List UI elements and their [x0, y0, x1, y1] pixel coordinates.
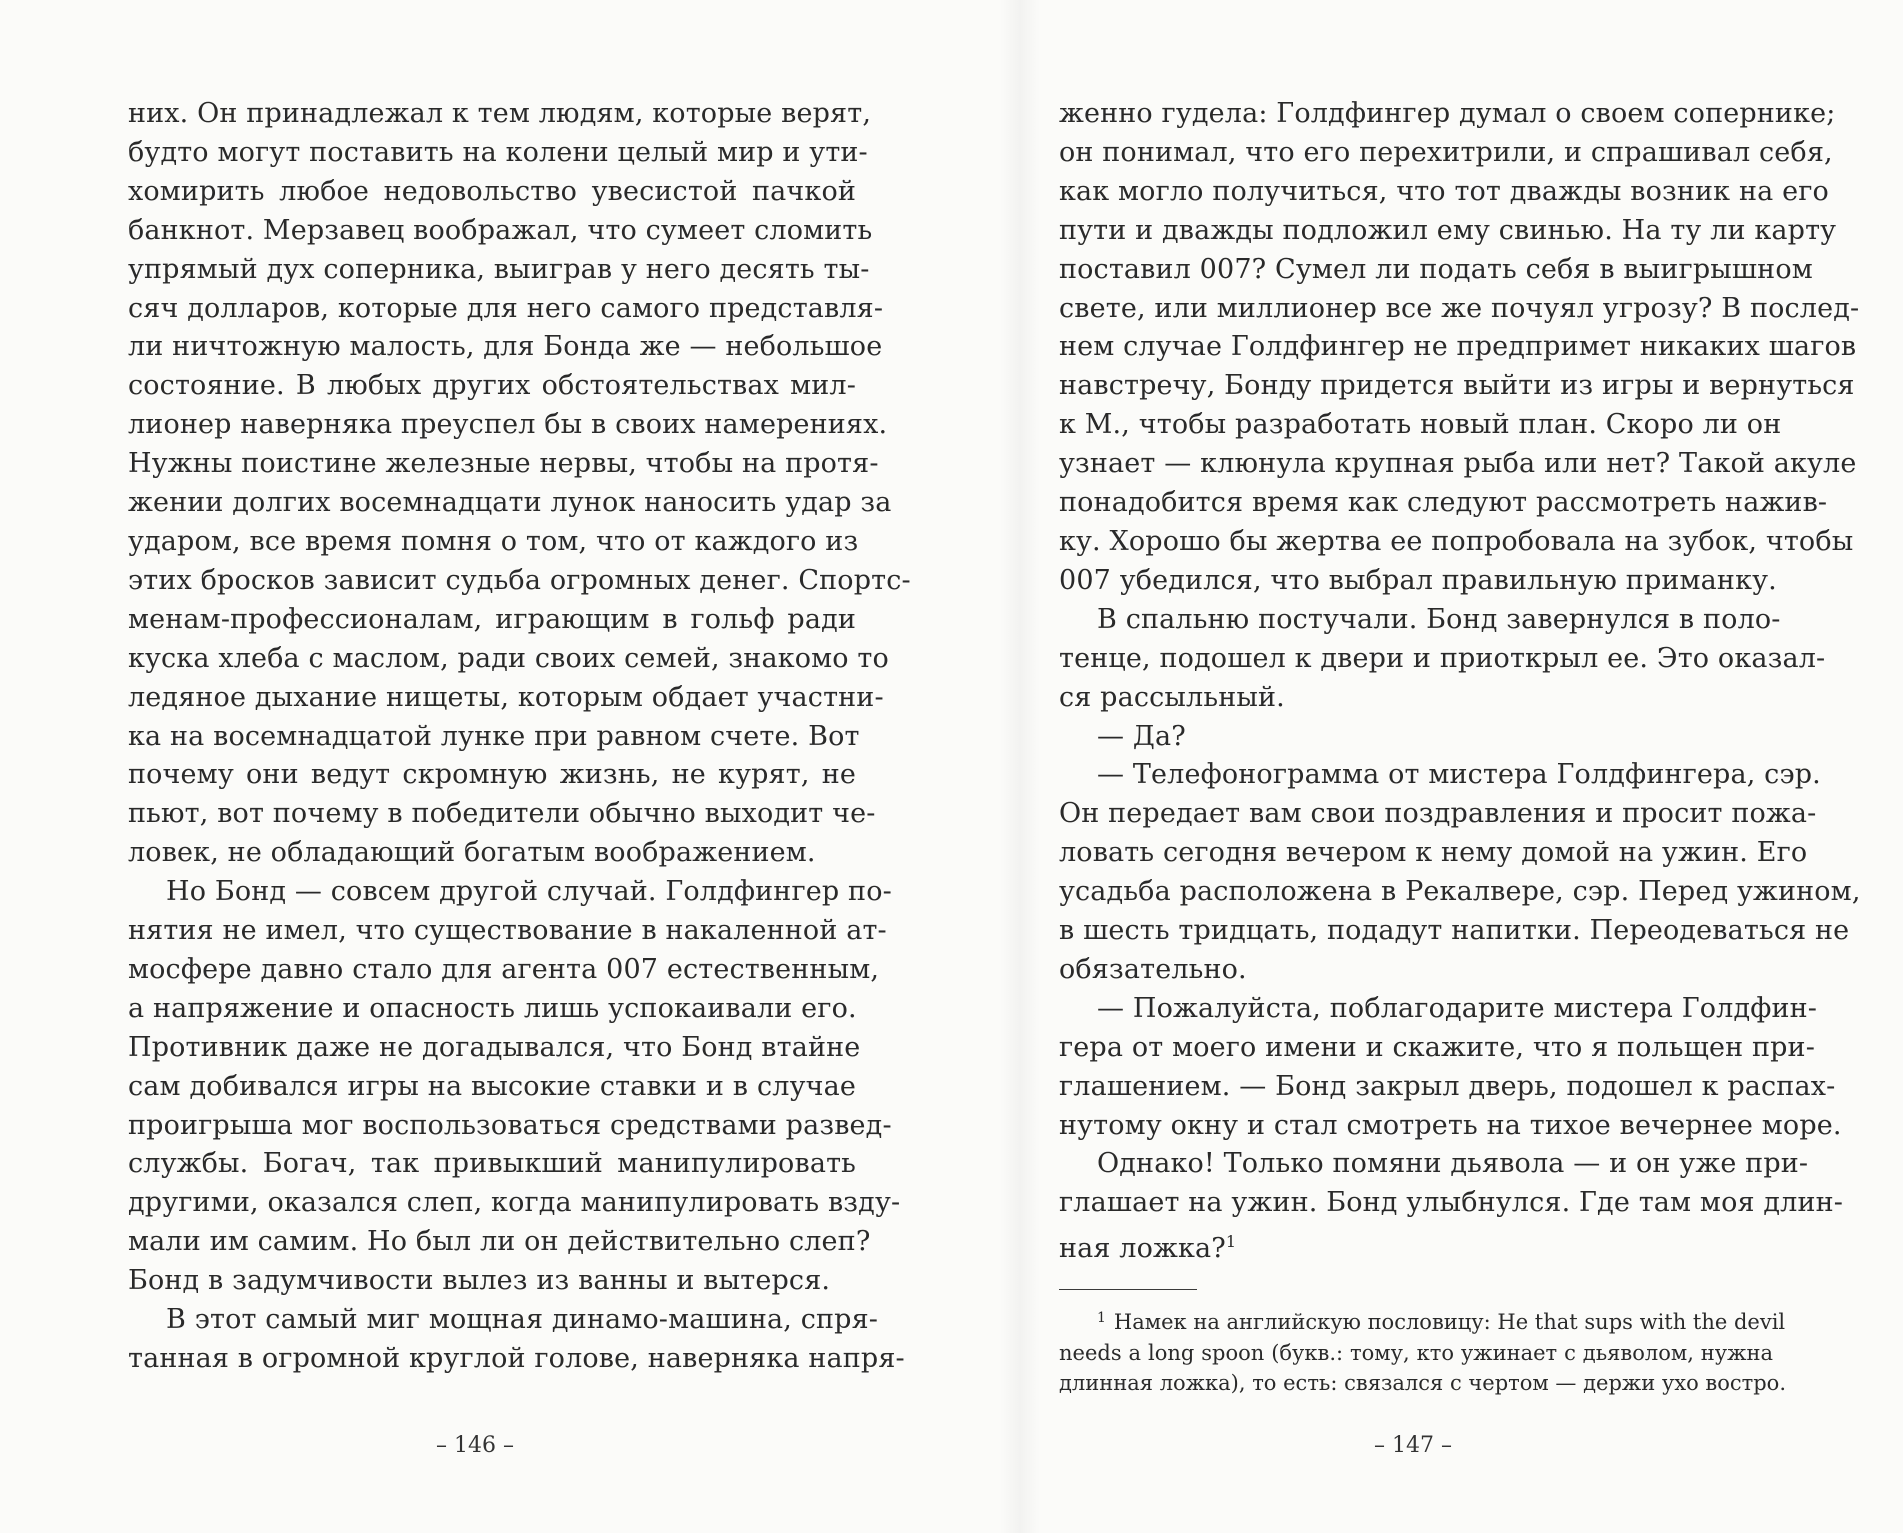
text-line: [1059, 290, 1860, 329]
footnote-number: 1: [1097, 1310, 1106, 1326]
text-line-content: другими, оказался слеп, когда манипулировать взду-: [128, 1187, 901, 1219]
footnote-rule: [1059, 1289, 1197, 1290]
text-line-content: Однако! Только помяни дьявола — и он уже при-: [1097, 1148, 1809, 1180]
text-line-content: состояние. В любых других обстоятельствах мил-: [128, 370, 856, 402]
text-line: [1059, 1068, 1836, 1107]
text-line: [1059, 640, 1826, 679]
text-line: [1059, 756, 1821, 795]
text-line: [1059, 601, 1781, 640]
text-line: [128, 1262, 856, 1301]
text-line: [1059, 484, 1828, 523]
footnote-line: [1059, 1368, 1787, 1399]
text-line: [1059, 951, 1773, 990]
text-line: [1059, 562, 1777, 601]
text-line-content: — Пожалуйста, поблагодарите мистера Голдфин-: [1097, 992, 1818, 1024]
text-line: [128, 173, 856, 212]
text-line: [128, 990, 856, 1029]
text-line: [1059, 679, 1773, 718]
text-line-content: сяч долларов, которые для него самого представля-: [128, 292, 884, 324]
text-line: [1059, 367, 1855, 406]
text-line: [1059, 873, 1861, 912]
text-line: [128, 484, 892, 523]
text-line-content: ловек, не обладающий богатым воображением.: [128, 837, 816, 869]
text-line: [1059, 406, 1782, 445]
text-line: [1059, 834, 1808, 873]
text-line: [128, 134, 868, 173]
text-line: [1059, 328, 1857, 367]
text-line-content: них. Он принадлежал к тем людям, которые верят,: [128, 98, 872, 129]
text-line-content: этих бросков зависит судьба огромных денег. Спортс-: [128, 564, 911, 596]
text-line-content: Противник даже не догадывался, что Бонд втайне: [128, 1031, 861, 1063]
text-line-content: пьют, вот почему в победители обычно выходит че-: [128, 798, 876, 830]
text-line-content: ледяное дыхание нищеты, которым обдает участни-: [128, 681, 884, 713]
text-line-content: нутому окну и стал смотреть на тихое вечернее море.: [1059, 1109, 1842, 1141]
text-line: [128, 1068, 856, 1107]
text-line-content: как могло получиться, что тот дважды возник на его: [1059, 175, 1829, 207]
text-line-content: лионер наверняка преуспел бы в своих намерениях.: [128, 409, 888, 441]
book-gutter: [1000, 0, 1040, 1533]
footnote-line-content: Намек на английскую пословицу: He that sups with the devil: [1113, 1310, 1786, 1334]
text-line-content: ся рассыльный.: [1059, 681, 1285, 713]
text-line: [1059, 990, 1818, 1029]
text-line-content: В этот самый миг мощная динамо-машина, спря-: [166, 1304, 879, 1336]
text-line: [128, 640, 889, 679]
text-line: [128, 1184, 901, 1223]
text-line-content: свете, или миллионер все же почуял угрозу? В послед-: [1059, 292, 1860, 324]
text-line-content: сам добивался игры на высокие ставки и в случае: [128, 1070, 856, 1102]
text-line-content: глашением. — Бонд закрыл дверь, подошел к распах-: [1059, 1070, 1836, 1102]
text-line-content: упрямый дух соперника, выиграв у него десять ты-: [128, 253, 870, 285]
text-line: [128, 367, 856, 406]
right-page-number: – 147 –: [1374, 1433, 1452, 1458]
text-line: [128, 834, 856, 873]
left-page-number: – 146 –: [436, 1433, 514, 1458]
text-line: [128, 1301, 879, 1340]
text-line-content: ли ничтожную малость, для Бонда же — небольшое: [128, 331, 883, 363]
right-page-text: [1059, 95, 1861, 1269]
footnote-line-content: длинная ложка), то есть: связался с чертом — держи ухо востро.: [1059, 1371, 1787, 1395]
text-line: [1059, 1029, 1815, 1068]
text-line: [128, 795, 876, 834]
text-line-content: — Телефонограмма от мистера Голдфингера, сэр.: [1097, 759, 1821, 791]
text-line: [128, 756, 856, 795]
text-line-content: ная ложка?: [1059, 1233, 1226, 1265]
text-line: [128, 328, 883, 367]
text-line: [128, 718, 860, 757]
footnote-marker: 1: [1225, 1232, 1237, 1252]
text-line: [1059, 212, 1837, 251]
text-line-content: Бонд в задумчивости вылез из ванны и вытерся.: [128, 1265, 831, 1297]
text-line: [128, 679, 884, 718]
text-line: [1059, 95, 1836, 134]
text-line-content: будто могут поставить на колени целый мир и ути-: [128, 136, 868, 168]
text-line-content: В спальню постучали. Бонд завернулся в поло-: [1097, 603, 1781, 635]
text-line: [128, 601, 856, 640]
text-line: [128, 95, 872, 134]
text-line-content: проигрыша мог воспользоваться средствами развед-: [128, 1109, 892, 1141]
text-line: [128, 406, 888, 445]
footnote: [1059, 1303, 1787, 1399]
text-line-content: нятия не имел, что существование в накаленной ат-: [128, 915, 887, 947]
text-line-content: 007 убедился, что выбрал правильную приманку.: [1059, 564, 1777, 596]
text-line: [128, 251, 870, 290]
text-line: [128, 523, 859, 562]
text-line-content: танная в огромной круглой голове, наверняка напря-: [128, 1343, 905, 1374]
text-line: [128, 873, 892, 912]
text-line: [128, 951, 880, 990]
text-line-content: Но Бонд — совсем другой случай. Голдфингер по-: [166, 876, 892, 908]
text-line-content: в шесть тридцать, подадут напитки. Переодеваться не: [1059, 915, 1850, 947]
text-line: [128, 562, 911, 601]
text-line: [1059, 173, 1829, 212]
text-line-content: а напряжение и опасность лишь успокаивали его.: [128, 992, 857, 1024]
footnote-line: [1059, 1338, 1773, 1369]
text-line-content: глашает на ужин. Бонд улыбнулся. Где там моя длин-: [1059, 1187, 1844, 1219]
text-line: [1059, 1223, 1773, 1269]
text-line-content: ударом, все время помня о том, что от каждого из: [128, 525, 859, 557]
text-line-content: он понимал, что его перехитрили, и спрашивал себя,: [1059, 136, 1833, 168]
text-line: [1059, 445, 1857, 484]
text-line-content: куска хлеба с маслом, ради своих семей, знакомо то: [128, 642, 889, 674]
text-line: [128, 290, 884, 329]
text-line: [1059, 1107, 1842, 1146]
text-line: [128, 1223, 871, 1262]
text-line-content: ловать сегодня вечером к нему домой на ужин. Его: [1059, 837, 1808, 869]
text-line: [1059, 795, 1817, 834]
text-line: [128, 445, 879, 484]
text-line-content: женно гудела: Голдфингер думал о своем сопернике;: [1059, 98, 1836, 129]
text-line: [1059, 523, 1854, 562]
text-line: [1059, 251, 1813, 290]
text-line-content: — Да?: [1097, 720, 1186, 752]
text-line-content: мосфере давно стало для агента 007 естественным,: [128, 953, 880, 985]
text-line-content: менам-профессионалам, играющим в гольф ради: [128, 603, 856, 635]
text-line: [128, 212, 873, 251]
text-line-content: понадобится время как следуют рассмотреть нажив-: [1059, 487, 1828, 519]
footnote-line: [1059, 1303, 1786, 1338]
text-line: [128, 1145, 856, 1184]
text-line-content: тенце, подошел к двери и приоткрыл ее. Это оказал-: [1059, 642, 1826, 674]
text-line: [128, 912, 887, 951]
text-line: [128, 1340, 905, 1379]
text-line-content: к М., чтобы разработать новый план. Скоро ли он: [1059, 409, 1782, 441]
text-line-content: обязательно.: [1059, 953, 1247, 985]
text-line-content: усадьба расположена в Рекалвере, сэр. Перед ужином,: [1059, 876, 1861, 908]
text-line: [1059, 718, 1773, 757]
text-line-content: службы. Богач, так привыкший манипулировать: [128, 1148, 856, 1180]
text-line-content: жении долгих восемнадцати лунок наносить удар за: [128, 487, 892, 519]
text-line-content: гера от моего имени и скажите, что я польщен при-: [1059, 1031, 1815, 1063]
text-line-content: пути и дважды подложил ему свинью. На ту ли карту: [1059, 214, 1837, 246]
text-line: [128, 1029, 861, 1068]
text-line-content: почему они ведут скромную жизнь, не курят, не: [128, 759, 856, 791]
footnote-line-content: needs a long spoon (букв.: тому, кто ужинает с дьяволом, нужна: [1059, 1340, 1773, 1365]
text-line-content: нем случае Голдфингер не предпримет никаких шагов: [1059, 331, 1857, 363]
text-line-content: Нужны поистине железные нервы, чтобы на протя-: [128, 448, 879, 480]
text-line-content: ка на восемнадцатой лунке при равном счете. Вот: [128, 720, 860, 752]
text-line: [1059, 1145, 1809, 1184]
text-line: [1059, 1184, 1844, 1223]
text-line: [1059, 134, 1833, 173]
text-line-content: Он передает вам свои поздравления и просит пожа-: [1059, 798, 1817, 830]
text-line: [1059, 912, 1850, 951]
text-line-content: мали им самим. Но был ли он действительно слеп?: [128, 1226, 871, 1258]
text-line-content: банкнот. Мерзавец воображал, что сумеет сломить: [128, 214, 873, 246]
left-page-text: [128, 95, 911, 1379]
text-line-content: узнает — клюнула крупная рыба или нет? Такой акуле: [1059, 448, 1857, 480]
text-line: [128, 1107, 892, 1146]
text-line-content: поставил 007? Сумел ли подать себя в выигрышном: [1059, 253, 1813, 285]
text-line-content: хомирить любое недовольство увесистой пачкой: [128, 175, 856, 207]
text-line-content: навстречу, Бонду придется выйти из игры и вернуться: [1059, 370, 1855, 402]
text-line-content: ку. Хорошо бы жертва ее попробовала на зубок, чтобы: [1059, 525, 1854, 557]
